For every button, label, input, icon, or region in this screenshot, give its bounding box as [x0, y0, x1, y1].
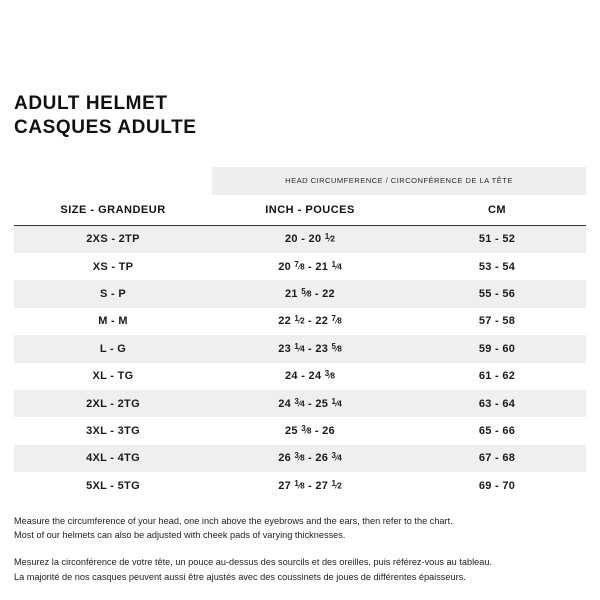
- cell-inch-range: 20 $^7$⁄8 - 21 $^1$⁄4: [212, 253, 408, 280]
- cell-cm-range: 67 - 68: [408, 445, 586, 472]
- notes-french: [14, 555, 586, 585]
- fraction: $^5$⁄8: [301, 287, 312, 299]
- cell-inch-range: 26 $^3$⁄8 - 26 $^3$⁄4: [212, 445, 408, 472]
- note-en-line-2: Most of our helmets can also be adjusted with cheek pads of varying thicknesses.: [14, 530, 346, 541]
- table-row: [14, 280, 586, 307]
- table-body: [14, 225, 586, 499]
- cell-inch-range: 20 - 20 $^1$⁄2: [212, 225, 408, 253]
- cell-cm-range: 69 - 70: [408, 472, 586, 499]
- cell-size: XS - TP: [14, 253, 212, 280]
- cell-size: 4XL - 4TG: [14, 445, 212, 472]
- cell-cm-range: 53 - 54: [408, 253, 586, 280]
- note-fr-line-1: Mesurez la circonférence de votre tête, un pouce au-dessus des sourcils et des oreilles, puis référez-vous au tableau.: [14, 557, 493, 568]
- note-fr-line-2: La majorité de nos casques peuvent aussi être ajustés avec des coussinets de joues de différentes épaisseurs.: [14, 572, 466, 583]
- cell-size: S - P: [14, 280, 212, 307]
- fraction: $^1$⁄2: [294, 314, 305, 326]
- fraction: $^3$⁄4: [331, 451, 342, 463]
- table-row: [14, 472, 586, 499]
- note-en-line-1: Measure the circumference of your head, one inch above the eyebrows and the ears, then refer to the chart.: [14, 515, 453, 526]
- column-header-cm: CM: [408, 195, 586, 226]
- cell-cm-range: 63 - 64: [408, 390, 586, 417]
- cell-cm-range: 51 - 52: [408, 225, 586, 253]
- cell-inch-range: 24 $^3$⁄4 - 25 $^1$⁄4: [212, 390, 408, 417]
- fraction: $^7$⁄8: [294, 259, 305, 272]
- fraction: $^3$⁄8: [301, 424, 312, 436]
- fraction: $^1$⁄4: [331, 396, 342, 409]
- cell-inch-range: 24 - 24 $^3$⁄8: [212, 363, 408, 390]
- fraction: $^1$⁄4: [294, 341, 305, 354]
- cell-size: XL - TG: [14, 363, 212, 390]
- cell-size: 2XS - 2TP: [14, 225, 212, 253]
- table-row: [14, 253, 586, 280]
- head-circumference-header: HEAD CIRCUMFERENCE / CIRCONFÉRENCE DE LA TÊTE: [212, 167, 586, 195]
- notes-english: [14, 514, 586, 544]
- helmet-size-table: [14, 167, 586, 500]
- cell-cm-range: 57 - 58: [408, 308, 586, 335]
- cell-inch-range: 22 $^1$⁄2 - 22 $^7$⁄8: [212, 308, 408, 335]
- notes-section: [14, 514, 586, 586]
- cell-cm-range: 55 - 56: [408, 280, 586, 307]
- cell-size: L - G: [14, 335, 212, 362]
- fraction: $^3$⁄4: [294, 396, 305, 409]
- cell-cm-range: 61 - 62: [408, 363, 586, 390]
- cell-size: 3XL - 3TG: [14, 417, 212, 444]
- cell-size: M - M: [14, 308, 212, 335]
- fraction: $^7$⁄8: [331, 314, 342, 326]
- page-title: [14, 0, 586, 141]
- table-group-header-row: [14, 167, 586, 195]
- cell-inch-range: 21 $^5$⁄8 - 22: [212, 280, 408, 307]
- fraction: $^5$⁄8: [331, 341, 342, 354]
- cell-size: 2XL - 2TG: [14, 390, 212, 417]
- fraction: $^3$⁄8: [324, 369, 335, 381]
- table-row: [14, 363, 586, 390]
- table-column-header-row: [14, 195, 586, 226]
- fraction: $^1$⁄8: [294, 478, 305, 491]
- table-row: [14, 335, 586, 362]
- table-row: [14, 308, 586, 335]
- cell-size: 5XL - 5TG: [14, 472, 212, 499]
- cell-inch-range: 23 $^1$⁄4 - 23 $^5$⁄8: [212, 335, 408, 362]
- cell-inch-range: 25 $^3$⁄8 - 26: [212, 417, 408, 444]
- cell-cm-range: 65 - 66: [408, 417, 586, 444]
- column-header-inch: INCH - POUCES: [212, 195, 408, 226]
- fraction: $^1$⁄4: [331, 259, 342, 272]
- fraction: $^1$⁄2: [324, 232, 335, 244]
- title-line-fr: CASQUES ADULTE: [14, 117, 197, 139]
- table-row: [14, 225, 586, 253]
- cell-cm-range: 59 - 60: [408, 335, 586, 362]
- column-header-size: SIZE - GRANDEUR: [14, 195, 212, 226]
- cell-inch-range: 27 $^1$⁄8 - 27 $^1$⁄2: [212, 472, 408, 499]
- fraction: $^1$⁄2: [331, 478, 342, 491]
- table-row: [14, 390, 586, 417]
- table-row: [14, 445, 586, 472]
- title-line-en: ADULT HELMET: [14, 93, 168, 114]
- table-row: [14, 417, 586, 444]
- fraction: $^3$⁄8: [294, 451, 305, 463]
- group-header-spacer: [14, 167, 212, 195]
